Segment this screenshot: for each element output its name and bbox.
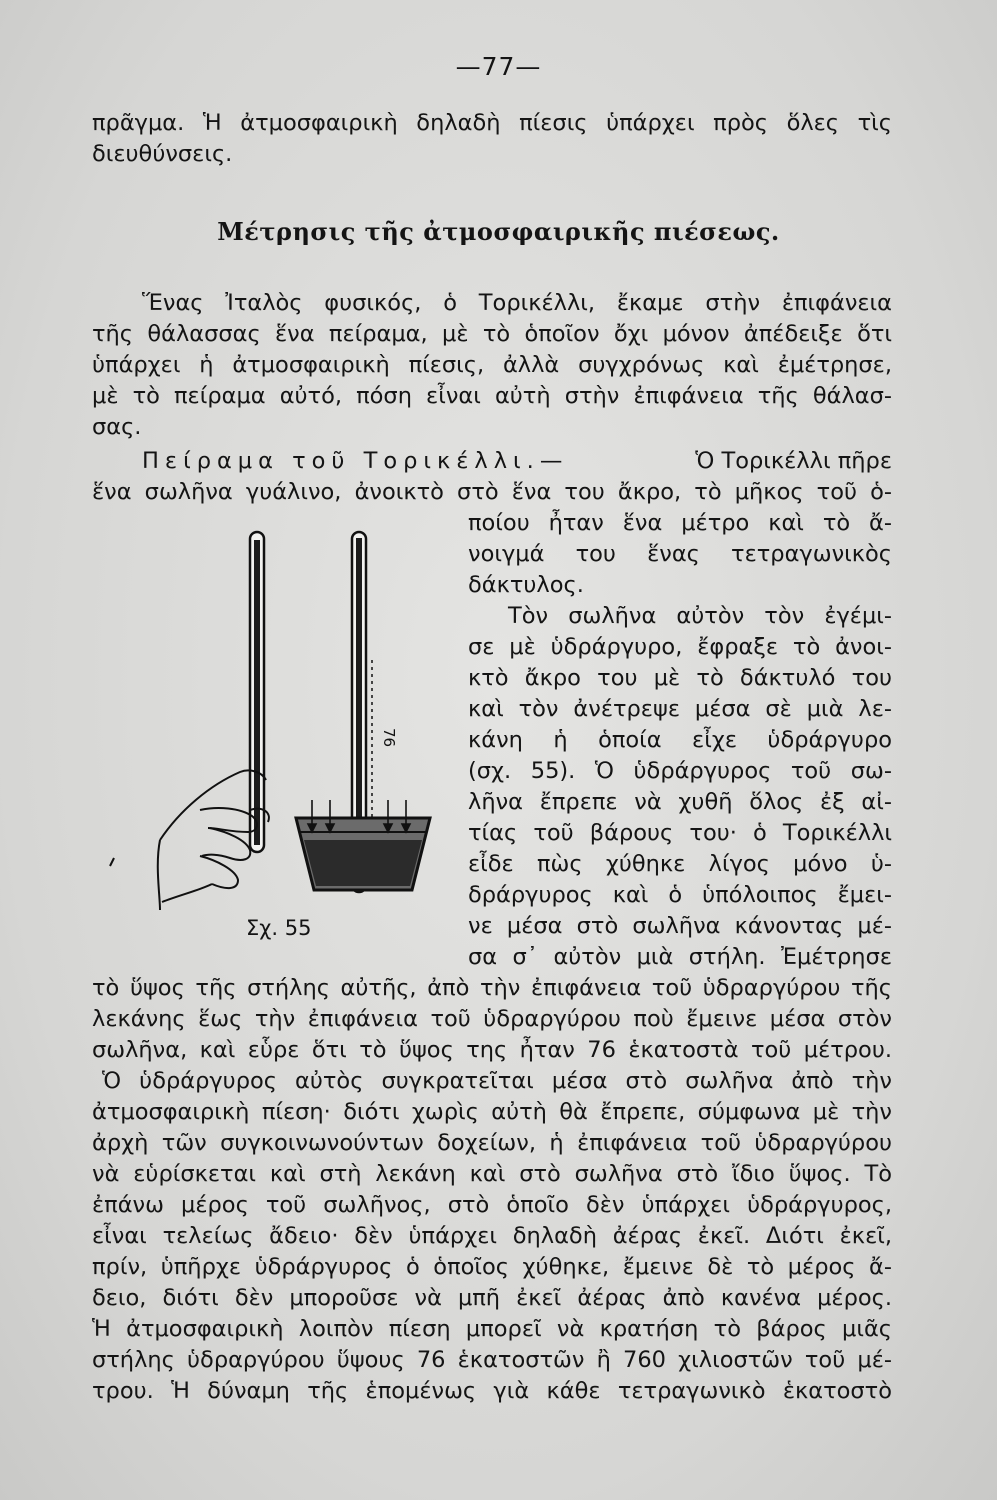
experiment-line1-rest: Ὁ Τορικέλλι πῆρε: [695, 448, 892, 474]
col-b-line-5: κάνη ἡ ὁποία εἶχε ὑδράργυρο: [468, 727, 892, 753]
col-b-line-7: λῆνα ἔπρεπε νὰ χυθῆ ὅλος ἐξ αἰ-: [468, 789, 892, 815]
page-number: —77—: [455, 52, 542, 81]
bottom-line-2: λεκάνης ἕως τὴν ἐπιφάνεια τοῦ ὑδραργύρου ποὺ ἔμεινε μέσα στὸν: [92, 1006, 892, 1032]
col-b-line-8: τίας τοῦ βάρους του· ὁ Τορικέλλι: [468, 820, 892, 846]
bottom-line-4: Ὁ ὑδράργυρος αὐτὸς συγκρατεῖται μέσα στὸ σωλῆνα ἀπὸ τὴν: [102, 1068, 892, 1094]
col-b-line-12: σα σ᾽ αὐτὸν μιὰ στήλη. Ἐμέτρησε: [468, 944, 892, 970]
col-b-line-3: κτὸ ἄκρο του μὲ τὸ δάκτυλό του: [468, 665, 892, 691]
bottom-line-7: νὰ εὑρίσκεται καὶ στὴ λεκάνη καὶ στὸ σωλῆνα στὸ ἴδιο ὕψος. Τὸ: [92, 1161, 892, 1187]
experiment-title: Πείραμα τοῦ Τορικέλλι.—: [142, 448, 569, 474]
hand-drawing: [110, 770, 269, 910]
bottom-line-1: τὸ ὕψος τῆς στήλης αὐτῆς, ἀπὸ τὴν ἐπιφάνεια τοῦ ὑδραργύρου τῆς: [92, 975, 892, 1001]
col-b-line-11: νε μέσα στὸ σωλῆνα κάνοντας μέ-: [468, 913, 892, 939]
experiment-line-1: [92, 446, 892, 477]
col-b-line-4: καὶ τὸν ἀνέτρεψε μέσα σὲ μιὰ λε-: [468, 696, 892, 722]
col-a-line-2: νοιγμά του ἕνας τετραγωνικὸς: [468, 541, 892, 567]
bottom-line-10: πρίν, ὑπῆρχε ὑδράργυρος ὁ ὁποῖος χύθηκε, ἔμεινε δὲ τὸ μέρος ἄ-: [92, 1254, 892, 1280]
col-a-line-1: ποίου ἦταν ἕνα μέτρο καὶ τὸ ἄ-: [468, 510, 892, 536]
height-label: 76: [380, 728, 398, 748]
bottom-line-9: εἶναι τελείως ἄδειο· δὲν ὑπάρχει δηλαδὴ ἀέρας ἐκεῖ. Διότι ἐκεῖ,: [92, 1223, 892, 1249]
bottom-line-12: Ἡ ἀτμοσφαιρικὴ λοιπὸν πίεση μπορεῖ νὰ κρατήση τὸ βάρος μιᾶς: [92, 1316, 892, 1342]
mercury-basin: [296, 818, 430, 890]
para1-line-4: μὲ τὸ πείραμα αὐτό, πόση εἶναι αὐτὴ στὴν ἐπιφάνεια τῆς θάλασ-: [92, 383, 892, 409]
bottom-line-6: ἀρχὴ τῶν συγκοινωνούντων δοχείων, ἡ ἐπιφάνεια τοῦ ὑδραργύρου: [92, 1130, 892, 1156]
torricelli-figure: [100, 510, 460, 950]
experiment-line-2: ἕνα σωλῆνα γυάλινο, ἀνοικτὸ στὸ ἕνα του ἄκρο, τὸ μῆκος τοῦ ὁ-: [92, 479, 892, 505]
bottom-line-5: ἀτμοσφαιρικὴ πίεση· διότι χωρὶς αὐτὴ θὰ ἔπρεπε, σύμφωνα μὲ τὴν: [92, 1099, 892, 1125]
col-b-line-9: εἶδε πὼς χύθηκε λίγος μόνο ὑ-: [468, 851, 892, 877]
col-b-line-1: Τὸν σωλῆνα αὐτὸν τὸν ἐγέμι-: [508, 603, 892, 629]
bottom-line-3: σωλῆνα, καὶ εὗρε ὅτι τὸ ὕψος της ἦταν 76 ἑκατοστὰ τοῦ μέτρου.: [92, 1037, 892, 1063]
para1-line-1: Ἕνας Ἰταλὸς φυσικός, ὁ Τορικέλλι, ἔκαμε στὴν ἐπιφάνεια: [142, 290, 892, 316]
col-b-line-6: (σχ. 55). Ὁ ὑδράργυρος τοῦ σω-: [468, 758, 892, 784]
col-a-line-3: δάκτυλος.: [468, 572, 584, 598]
intro-line-2: διευθύνσεις.: [92, 141, 233, 167]
held-tube: [250, 532, 264, 852]
para1-line-5: σας.: [92, 414, 142, 440]
intro-line-1: πρᾶγμα. Ἡ ἀτμοσφαιρικὴ δηλαδὴ πίεσις ὑπάρχει πρὸς ὅλες τὶς: [92, 110, 892, 136]
bottom-line-11: δειο, διότι δὲν μποροῦσε νὰ μπῆ ἐκεῖ ἀέρας ἀπὸ κανένα μέρος.: [92, 1285, 892, 1311]
section-heading: Μέτρησις τῆς ἀτμοσφαιρικῆς πιέσεως.: [217, 217, 780, 246]
bottom-line-14: τρου. Ἡ δύναμη τῆς ἑπομένως γιὰ κάθε τετραγωνικὸ ἑκατοστὸ: [92, 1378, 892, 1404]
figure-caption: Σχ. 55: [246, 916, 312, 940]
para1-line-3: ὑπάρχει ἡ ἀτμοσφαιρικὴ πίεσις, ἀλλὰ συγχρόνως καὶ ἐμέτρησε,: [92, 352, 892, 378]
col-b-line-10: δράργυρος καὶ ὁ ὑπόλοιπος ἔμει-: [468, 882, 892, 908]
col-b-line-2: σε μὲ ὑδράργυρο, ἔφραξε τὸ ἀνοι-: [468, 634, 892, 660]
bottom-line-8: ἐπάνω μέρος τοῦ σωλῆνος, στὸ ὁποῖο δὲν ὑπάρχει ὑδράργυρος,: [92, 1192, 892, 1218]
para1-line-2: τῆς θάλασσας ἕνα πείραμα, μὲ τὸ ὁποῖον ὄχι μόνον ἀπέδειξε ὅτι: [92, 321, 892, 347]
bottom-line-13: στήλης ὑδραργύρου ὕψους 76 ἑκατοστῶν ἢ 760 χιλιοστῶν τοῦ μέ-: [92, 1347, 892, 1373]
